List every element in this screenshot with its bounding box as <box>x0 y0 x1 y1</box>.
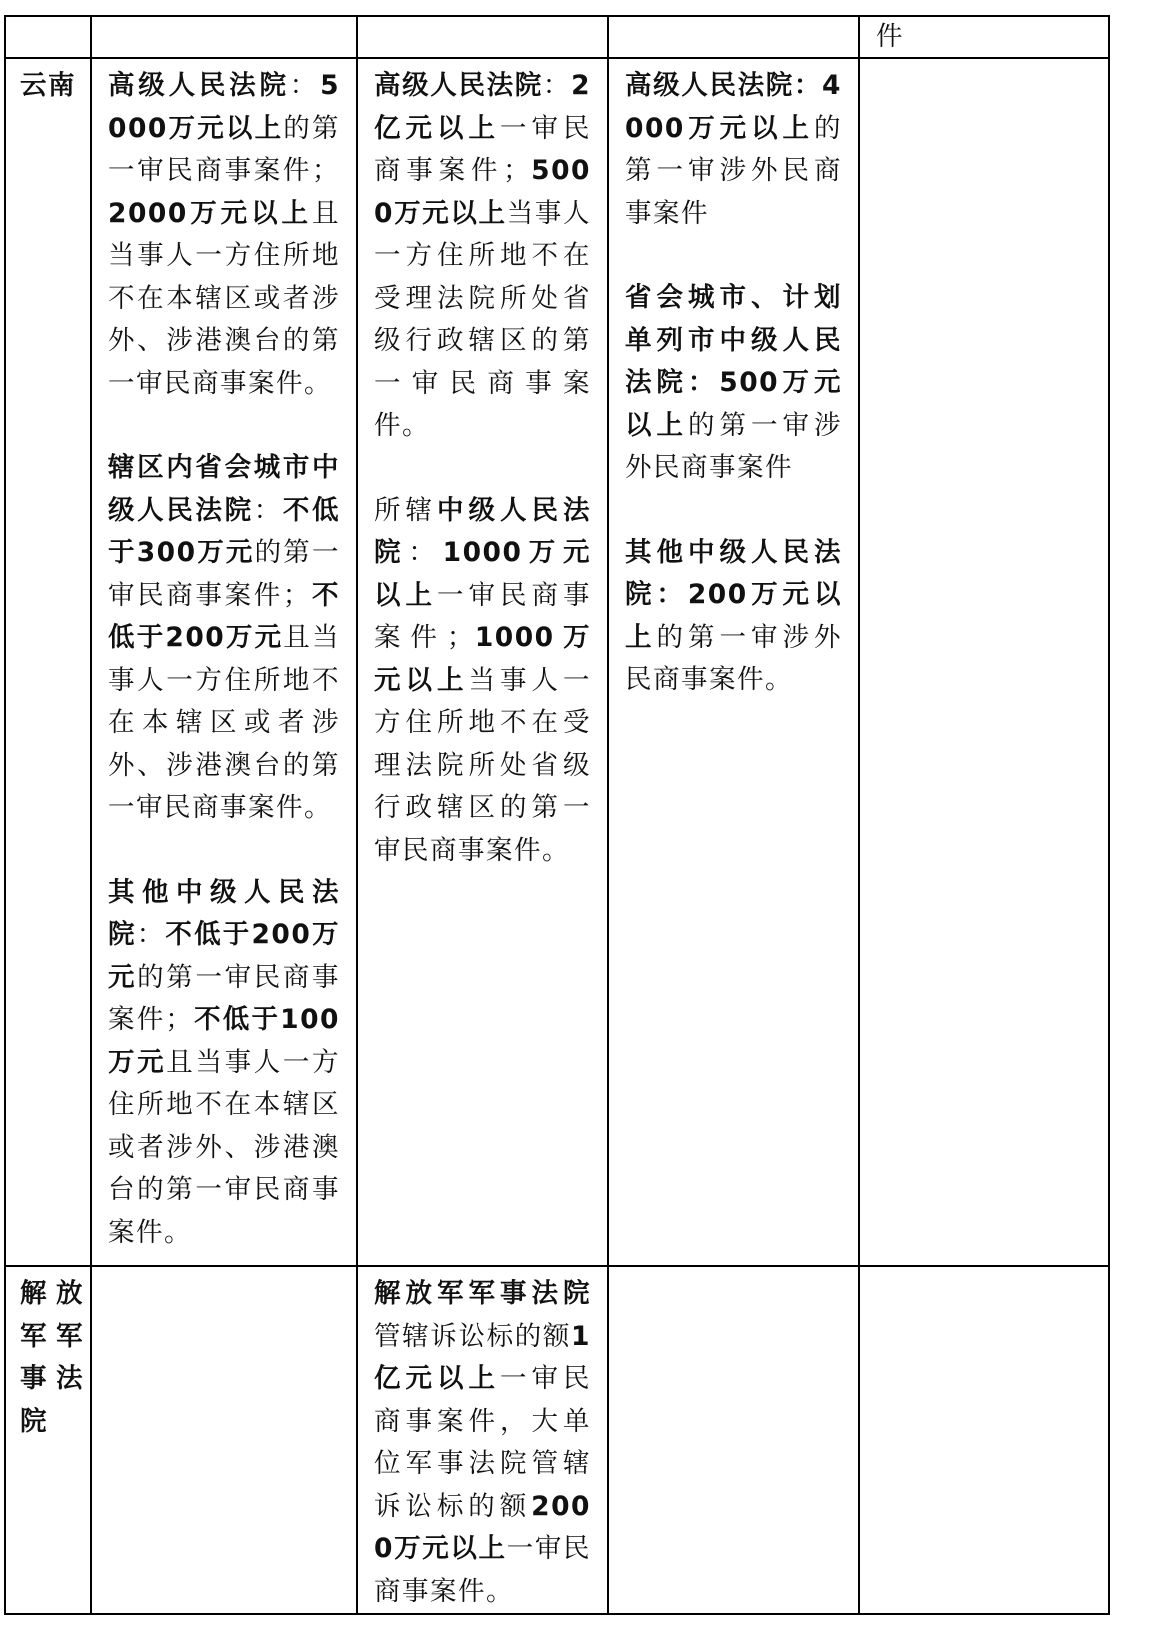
cell-paragraph <box>374 1273 591 1613</box>
text-run: 的第一审涉外民商事案件 <box>625 112 842 229</box>
text-run: 且当事人一方住所地不在本辖区或者涉外、涉港澳台的第一审民商事案件。 <box>108 622 340 823</box>
table-cell <box>5 16 91 58</box>
text-run: 2000万元以上 <box>108 197 312 229</box>
table-cell <box>91 16 357 58</box>
cell-paragraph <box>374 65 591 448</box>
text-run: 2亿元以上 <box>374 70 592 144</box>
text-run: 且当事人一方住所地不在本辖区或者涉外、涉港澳台的第一审民商事案件。 <box>108 1046 341 1248</box>
text-run: ： <box>253 494 283 526</box>
claim-threshold-cell <box>91 58 357 1266</box>
text-run: ： <box>136 919 166 950</box>
text-run: 不低于200万元 <box>108 919 341 993</box>
text-run: 且当事人一方住所地不在本辖区或者涉外、涉港澳台的第一审民商事案件。 <box>108 197 340 399</box>
text-run: 所辖 <box>374 494 437 526</box>
text-run: 的第一审民商事案件； <box>108 961 341 1035</box>
text-run: 的第一审民商事案件； <box>108 112 340 186</box>
text-run: 1000万元以上 <box>374 622 591 696</box>
text-run: 一审民商事案件； <box>374 112 591 186</box>
table-row <box>5 16 1109 58</box>
text-run: 一审民商事案件。 <box>374 1533 591 1607</box>
cell-paragraph <box>625 65 842 235</box>
text-run: ： <box>408 537 443 568</box>
cell-paragraph <box>374 490 591 873</box>
table-cell <box>91 1266 357 1614</box>
text-run: 的第一审民商事案件； <box>108 537 340 611</box>
jurisdiction-table <box>4 15 1110 1615</box>
foreign-case-threshold-cell <box>608 58 859 1266</box>
text-run: 1亿元以上 <box>374 1320 591 1394</box>
table-cell <box>608 1266 859 1614</box>
cell-paragraph <box>625 532 842 702</box>
text-run: 辖区内省会城市中级人民法院 <box>108 452 340 526</box>
region-label: 解放军军事法院 <box>5 1266 91 1614</box>
table-cell <box>859 16 1109 58</box>
text-run: 省会城市、计划单列市中级人民法院：500万元以上 <box>625 282 842 441</box>
text-run: ： <box>289 70 321 101</box>
continued-text: 件 <box>876 21 904 52</box>
cell-paragraph <box>108 65 340 405</box>
text-run: ： <box>542 70 572 101</box>
text-run: 一审民商事案件； <box>374 579 591 653</box>
cell-paragraph <box>108 447 340 830</box>
text-run: 不低于200万元 <box>108 579 341 653</box>
text-run: 高级人民法院 <box>374 70 543 101</box>
text-run: 5000万元以上 <box>108 70 341 144</box>
text-run: 不低于300万元 <box>108 494 341 568</box>
cell-paragraph <box>108 872 340 1255</box>
cell-paragraph <box>625 277 842 490</box>
text-run: 当事人一方住所地不在受理法院所处省级行政辖区的第一审民商事案件。 <box>374 197 591 441</box>
text-run: 5000万元以上 <box>374 155 591 229</box>
table-cell <box>859 58 1109 1266</box>
text-run: 1000万元以上 <box>374 537 591 611</box>
text-run: 一审民商事案件，大单位军事法院管辖诉讼标的额 <box>374 1363 591 1522</box>
text-run: 中级人民法院 <box>374 494 591 568</box>
text-run: 不低于100万元 <box>108 1004 340 1078</box>
army-court-threshold-cell <box>357 1266 608 1614</box>
table-row <box>5 58 1109 1266</box>
text-run: 的第一审涉外民商事案件 <box>625 409 842 483</box>
text-run: 当事人一方住所地不在受理法院所处省级行政辖区的第一审民商事案件。 <box>374 664 591 866</box>
text-run: 其他中级人民法院 <box>108 876 340 950</box>
text-run: 其他中级人民法院：200万元以上 <box>625 536 842 653</box>
table-row <box>5 1266 1109 1614</box>
text-run: 高级人民法院 <box>108 70 290 101</box>
text-run: 的第一审涉外民商事案件。 <box>625 621 842 695</box>
text-run: 管辖诉讼标的额 <box>374 1320 572 1352</box>
table-cell <box>859 1266 1109 1614</box>
table-cell <box>608 16 859 58</box>
text-run: 高级人民法院：4000万元以上 <box>625 70 842 144</box>
text-run: 2000万元以上 <box>374 1490 591 1564</box>
second-instance-threshold-cell <box>357 58 608 1266</box>
text-run: 解放军军事法院 <box>374 1278 591 1309</box>
table-cell <box>357 16 608 58</box>
region-label: 云南 <box>5 58 91 1266</box>
